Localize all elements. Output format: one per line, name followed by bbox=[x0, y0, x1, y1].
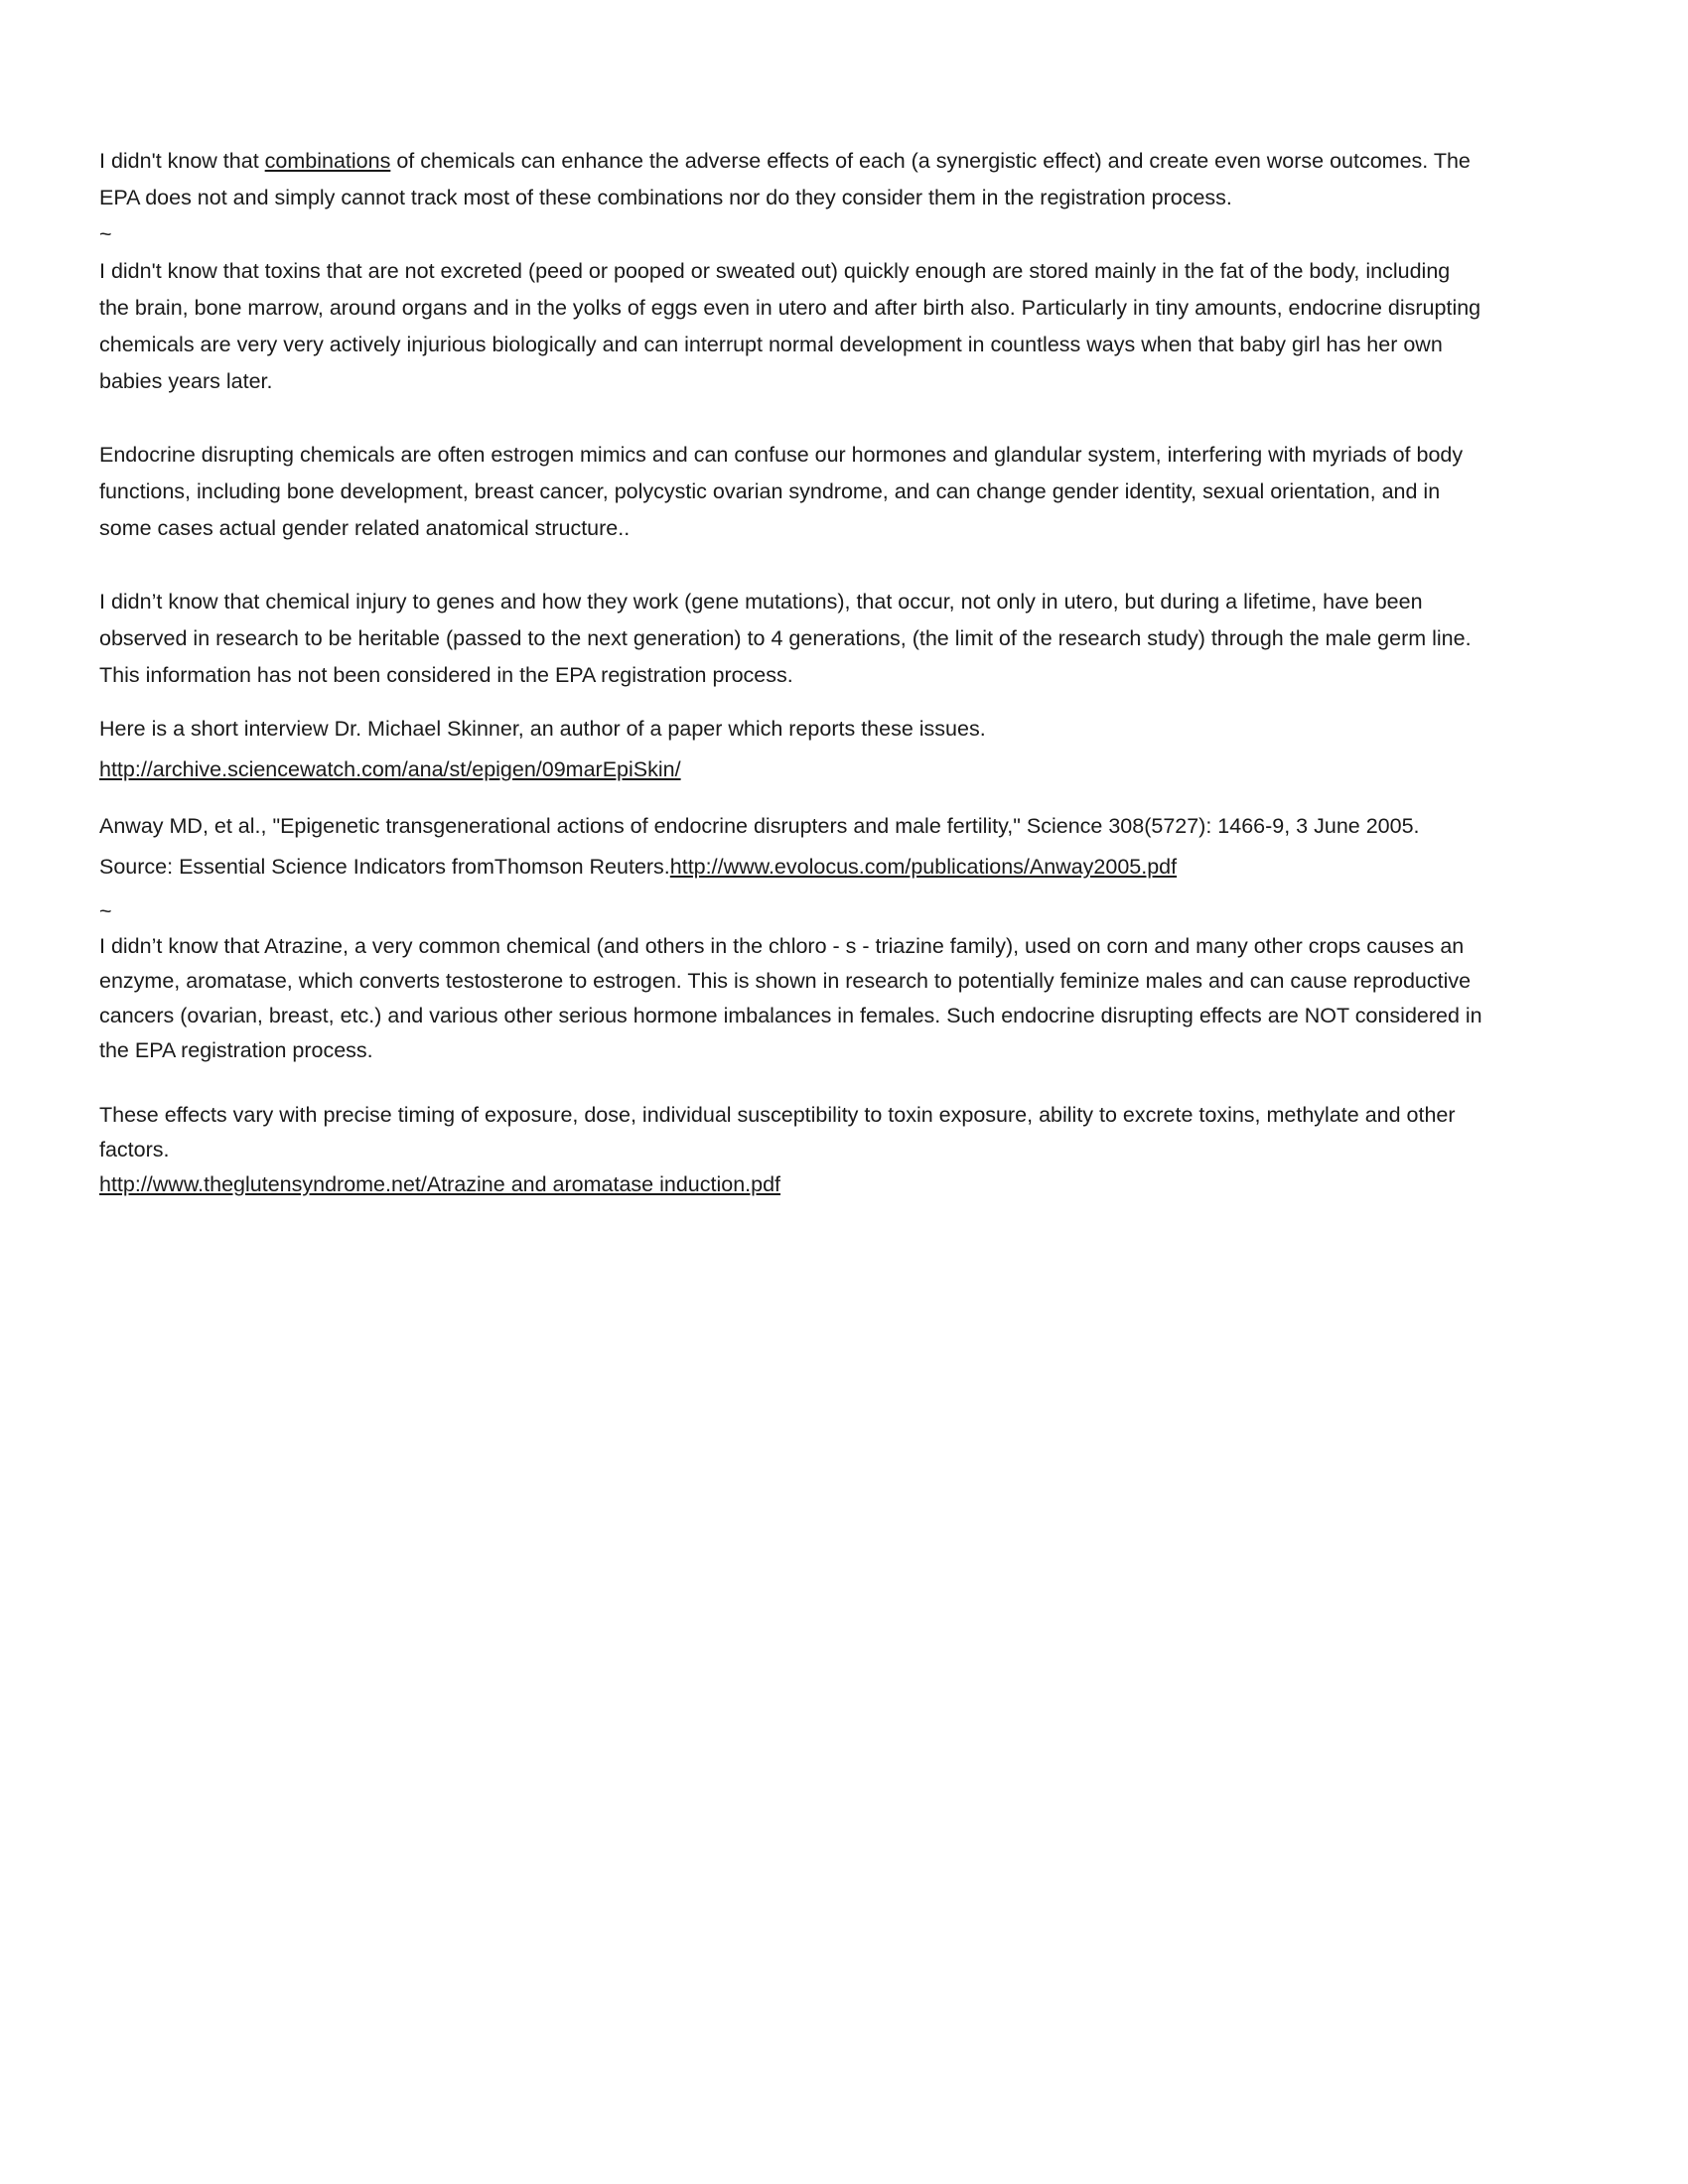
text-line: These effects vary with precise timing of exposure, dose, individual susceptibility to toxin exposure, ability to excrete toxins, methylate and other bbox=[99, 1103, 1456, 1127]
text-line: Here is a short interview Dr. Michael Skinner, an author of a paper which reports these issues. bbox=[99, 717, 986, 741]
text-line: the EPA registration process. bbox=[99, 1038, 373, 1062]
text-line: enzyme, aromatase, which converts testosterone to estrogen. This is shown in research to potentially feminize males and can cause reproductive bbox=[99, 969, 1472, 993]
text-line: cancers (ovarian, breast, etc.) and various other serious hormone imbalances in females. Such endocrine disrupting effects are NOT considered in bbox=[99, 1004, 1482, 1027]
text-line: the brain, bone marrow, around organs and in the yolks of eggs even in utero and after birth also. Particularly in tiny amounts, endocrine disrupting bbox=[99, 296, 1481, 320]
text-line: I didn’t know that chemical injury to genes and how they work (gene mutations), that occur, not only in utero, but during a lifetime, have been bbox=[99, 590, 1423, 614]
text-line bbox=[99, 143, 1599, 180]
paragraph-gene-injury bbox=[99, 584, 1599, 694]
sciencewatch-link[interactable]: http://archive.sciencewatch.com/ana/st/epigen/09marEpiSkin/ bbox=[99, 757, 681, 781]
text-line: This information has not been considered in the EPA registration process. bbox=[99, 663, 793, 687]
text-line: chemicals are very very actively injurious biologically and can interrupt normal development in countless ways when that baby girl has her own bbox=[99, 333, 1443, 356]
text-line: factors. bbox=[99, 1138, 170, 1161]
text-line: EPA does not and simply cannot track most of these combinations nor do they consider them in the registration process. bbox=[99, 186, 1232, 209]
paragraph-combinations bbox=[99, 143, 1599, 253]
paragraph-toxins-fat bbox=[99, 253, 1599, 400]
text-segment: of chemicals can enhance the adverse effects of each (a synergistic effect) and create even worse outcomes. The bbox=[390, 149, 1471, 173]
citation-line: Anway MD, et al., "Epigenetic transgenerational actions of endocrine disrupters and male fertility," Science 308(5727): 1466-9, 3 June 2005. bbox=[99, 814, 1420, 838]
text-segment: I didn't know that bbox=[99, 149, 265, 173]
text-line: Endocrine disrupting chemicals are often estrogen mimics and can confuse our hormones and glandular system, interfering with myriads of body bbox=[99, 443, 1464, 467]
evolocus-link[interactable]: http://www.evolocus.com/publications/Anway2005.pdf bbox=[669, 855, 1178, 879]
glutensyndrome-link[interactable]: http://www.theglutensyndrome.net/Atrazine and aromatase induction.pdf bbox=[99, 1172, 781, 1196]
separator-tilde: ~ bbox=[99, 222, 112, 246]
text-line: functions, including bone development, breast cancer, polycystic ovarian syndrome, and can change gender identity, sexual orientation, and in bbox=[99, 479, 1441, 503]
separator-tilde: ~ bbox=[99, 899, 112, 923]
text-line: babies years later. bbox=[99, 369, 273, 393]
underlined-term: combinations bbox=[264, 149, 391, 173]
paragraph-effects-vary bbox=[99, 1098, 1599, 1202]
paragraph-interview bbox=[99, 709, 1599, 790]
text-line: I didn’t know that Atrazine, a very common chemical (and others in the chloro - s - triazine family), used on corn and many other crops causes an bbox=[99, 934, 1465, 958]
paragraph-atrazine bbox=[99, 894, 1599, 1068]
source-text: Source: Essential Science Indicators fromThomson Reuters. bbox=[99, 855, 670, 879]
paragraph-citation bbox=[99, 806, 1599, 887]
paragraph-endocrine bbox=[99, 437, 1599, 547]
text-line: observed in research to be heritable (passed to the next generation) to 4 generations, (the limit of the research study) through the male germ line. bbox=[99, 626, 1472, 650]
text-line: I didn't know that toxins that are not excreted (peed or pooped or sweated out) quickly enough are stored mainly in the fat of the body, including bbox=[99, 259, 1451, 283]
text-line: some cases actual gender related anatomical structure.. bbox=[99, 516, 631, 540]
